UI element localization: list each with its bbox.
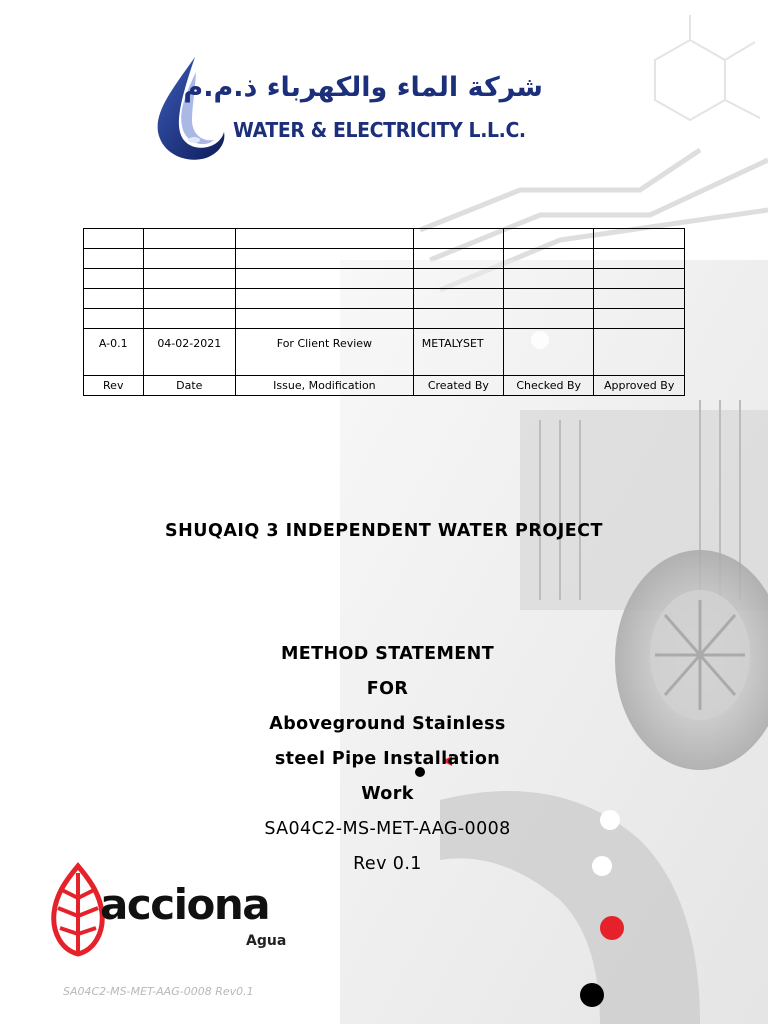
cell-checked-by [504, 329, 594, 376]
cell-approved-by [594, 329, 685, 376]
title-line-1: METHOD STATEMENT [280, 644, 495, 664]
cell-created-by: METALYSET [413, 329, 503, 376]
header-rev: Rev [84, 376, 144, 396]
table-header-row [84, 376, 685, 396]
table-row [84, 329, 685, 376]
header-date: Date [143, 376, 236, 396]
footer-document-reference: SA04C2-MS-MET-AAG-0008 Rev0.1 [63, 985, 254, 998]
project-title: SHUQAIQ 3 INDEPENDENT WATER PROJECT [165, 521, 603, 541]
document-revision: Rev 0.1 [353, 854, 422, 874]
cell-date: 04-02-2021 [143, 329, 236, 376]
acciona-wordmark: acciona [100, 880, 270, 929]
method-statement-title [180, 640, 595, 885]
document-number: SA04C2-MS-MET-AAG-0008 [264, 819, 511, 839]
header-approved-by: Approved By [594, 376, 685, 396]
table-row-empty [84, 309, 685, 329]
header-checked-by: Checked By [504, 376, 594, 396]
header-created-by: Created By [413, 376, 503, 396]
title-line-3: Aboveground Stainless [269, 714, 506, 734]
table-row-empty [84, 289, 685, 309]
acciona-sub-label: Agua [246, 933, 287, 949]
company-name-arabic: شركة الماء والكهرباء ذ.م.م [183, 72, 543, 103]
water-electricity-logo [150, 52, 550, 167]
cell-rev: A-0.1 [84, 329, 144, 376]
company-name-english: WATER & ELECTRICITY L.L.C. [233, 118, 526, 142]
table-row-empty [84, 249, 685, 269]
title-line-4: steel Pipe Installation [274, 749, 501, 769]
title-line-5: Work [361, 784, 414, 804]
cell-issue: For Client Review [236, 329, 414, 376]
header-issue: Issue, Modification [236, 376, 414, 396]
title-line-2: FOR [366, 679, 409, 699]
revision-table [83, 228, 685, 396]
table-row-empty [84, 229, 685, 249]
table-row-empty [84, 269, 685, 289]
